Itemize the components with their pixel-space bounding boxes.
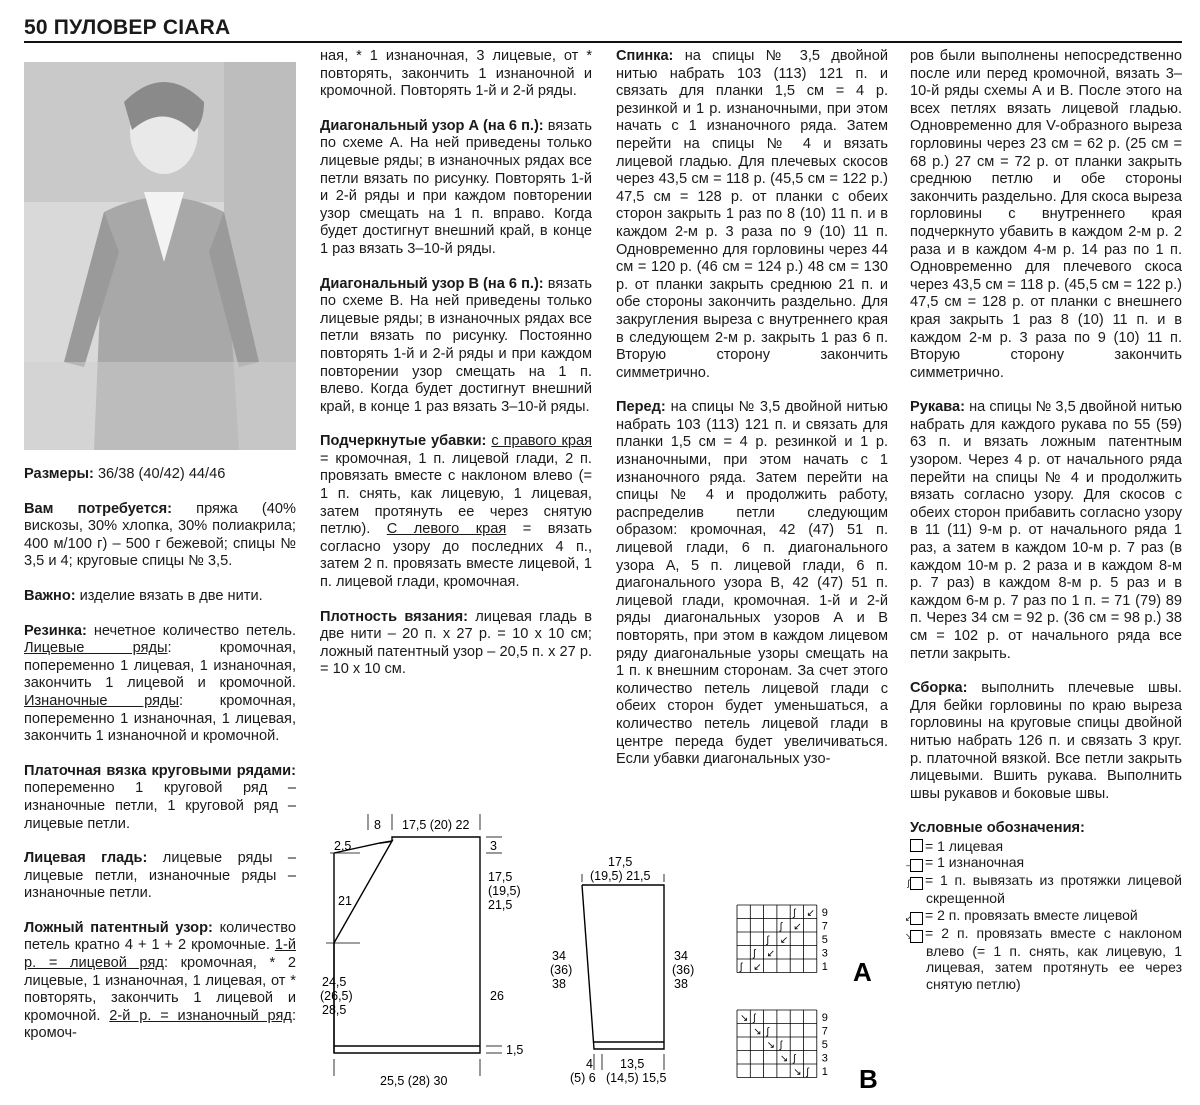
dim-shoulder-right: 3	[490, 839, 497, 853]
chart-row-number: 5	[821, 1039, 828, 1051]
chart-stitch-symbol: ʃ	[766, 1026, 769, 1038]
chart-stitch-symbol: ʃ	[753, 1013, 756, 1024]
chart-a-label: A	[853, 957, 872, 987]
chart-stitch-symbol: ʃ	[740, 962, 743, 973]
dim-right-top-2: (19,5)	[488, 884, 521, 898]
chart-a	[737, 905, 887, 995]
chart-row-number: 5	[821, 934, 828, 946]
chart-stitch-symbol: ʃ	[779, 921, 783, 933]
diagonal-a-paragraph: Диагональный узор А (на 6 п.): вязать по схеме А. На ней приведены только лицевые ряды; в изнаночных рядах все петли вязать по рисунку. Повторять 1-й и 2-й ряды и при каждом повторении узор смещать на 1 п. вправо. Когда будет достигнут внешний край, в конце 1 раз вязать 3–10-й ряды.	[320, 117, 592, 257]
dim-band: 1,5	[506, 1043, 524, 1057]
title-rule	[24, 41, 1182, 43]
legend-symbol-icon	[910, 839, 923, 852]
model-photo-illustration	[24, 62, 296, 450]
column-1	[24, 466, 296, 1060]
legend-symbol-icon: ↙	[910, 912, 923, 925]
chart-row-number: 9	[821, 1012, 828, 1024]
stockinette-paragraph: Лицевая гладь: лицевые ряды – лицевые петли, изнаночные ряды – изнаночные петли.	[24, 850, 296, 902]
sleeve-paragraph: Рукава: на спицы № 3,5 двойной нитью набрать для каждого рукава по 55 (59) 63 п. и вязать ложным патентным узором. Через 4 р. от начального ряда перейти на спицы № 4 и продолжить вязать согласно узору. Для скосов с обеих сторон прибавить согласно узору в 11 (11) 9-м р. от начального ряда 1 раз, а затем в каждом 10-м р. 7 раз (в каждом 10-м р. 2 раза и в каждом 8-м р. 7 раз) в каждом 8-м р. 5 раз и в каждом 6-м р. 7 раз по 1 п. = 71 (79) 89 п. Через 34 см = 92 р. (36 см = 98 р.) 38 см = 102 р. от начального ряда все петли закрыть.	[910, 399, 1182, 662]
dim-shoulder-left: 2,5	[334, 839, 352, 853]
chart-b-label: B	[859, 1064, 878, 1094]
sleeve-left-2: (36)	[550, 963, 573, 977]
patent-paragraph: Ложный патентный узор: количество петель кратно 4 + 1 + 2 кромочные. 1-й р. = лицевой ряд: кромочная, * 2 лицевые, 1 изнаночная, 1 лицевая, от * повторять, закончить 1 лицевой и кромочной. 2-й р. = изнаночный ряд: кромоч-	[24, 919, 296, 1042]
chart-stitch-symbol: ʃ	[779, 1040, 783, 1051]
dim-neck-depth: 21	[338, 894, 352, 908]
legend-item	[910, 838, 1182, 855]
dim-side-1: 24,5	[322, 975, 347, 989]
dim-right-top-1: 17,5	[488, 870, 513, 884]
chart-row-number: 7	[821, 920, 828, 933]
chart-stitch-symbol: ↘	[753, 1026, 762, 1038]
legend-item	[904, 924, 1182, 993]
important-paragraph: Важно: изделие вязать в две нити.	[24, 587, 263, 604]
front-cont-paragraph: ров были выполнены непосредственно после или перед кромочной, вязать 3–10-й ряды схемы А и В. После этого на всех петлях вязать лицевой гладью. Одновременно для V-образного выреза горловины через 23 см = 62 р. (25 см = 68 р.) 27 см = 72 р. от планки закрыть среднюю петлю и обе стороны закончить раздельно. Для скоса выреза горловины с внутреннего края подчеркнуто убавить в каждом 2-м р. 2 раза и в каждом 4-м р. 14 раз по 1 п. Одновременно для плечевого скоса через 43,5 см = 118 р. (45,5 см = 122 р.) 47,5 см = 128 р. от планки с внешнего края закрыть 1 раз 8 (10) 11 п. и в каждом 2-м р. 3 раза по 9 (10) 11 п. Вторую сторону закончить симметрично.	[910, 48, 1182, 381]
legend-item	[907, 872, 1182, 907]
sleeve-bottom-a1: 4	[586, 1057, 593, 1071]
sleeve-outline	[582, 885, 664, 1049]
legend-text: = 2 п. провязать вместе с наклоном влево (= 1 п. снять, как лицевую, 1 лицевая, затем протянуть ее через снятую петлю)	[925, 924, 1182, 992]
chart-row-number: 3	[821, 1052, 828, 1065]
assembly-paragraph: Сборка: выполнить плечевые швы. Для бейки горловины по краю выреза горловины на круговые спицы двойной нитью набрать 126 п. и связать 3 круг. р. платочной вязкой. Все петли закрыть лицевыми. Вшить рукава. Выполнить швы рукавов и боковые швы.	[910, 680, 1182, 802]
sleeve-right-1: 34	[674, 949, 688, 963]
chart-stitch-symbol: ↘	[740, 1013, 749, 1024]
sleeve-right-2: (36)	[672, 963, 695, 977]
dim-top-width: 17,5 (20) 22	[402, 818, 470, 832]
chart-stitch-symbol: ↘	[779, 1053, 789, 1065]
chart-stitch-symbol: ↘	[793, 1067, 802, 1078]
legend-text: = 2 п. провязать вместе лицевой	[925, 906, 1138, 923]
sleeve-bottom-b2: (14,5) 15,5	[606, 1071, 667, 1085]
legend-title: Условные обозначения:	[910, 820, 1085, 837]
body-schematic	[320, 808, 550, 1098]
sleeve-left-1: 34	[552, 949, 566, 963]
diagonal-b-paragraph: Диагональный узор В (на 6 п.): вязать по схеме В. На ней приведены только лицевые ряды; в изнаночных рядах все петли вязать по рисунку. Постоянно повторять 1-й и 2-й ряды и при каждом повторении узор смещать на 1 п. влево. Когда будет достигнут внешний край, в конце 1 раз вязать 3–10-й ряды.	[320, 275, 592, 415]
chart-row-number: 9	[821, 907, 828, 919]
legend-list	[904, 837, 1182, 993]
back-paragraph: Спинка: на спицы № 3,5 двойной нитью набрать 103 (113) 121 п. и связать для планки 1,5 см = 4 р. резинкой и 1 р. изнаночными, при этом начать с 1 изнаночного ряда. Затем перейти на спицы № 4 и вязать лицевой гладью. Для плечевых скосов через 43,5 см = 118 р. (45,5 см = 122 р.) 47,5 см = 128 р. от планки с обеих сторон закрыть 1 раз по 8 (10) 11 п. и в каждом 2-м р. 3 раза по 9 (10) 11 п. Одновременно для горловины через 44 см = 120 р. (46 см = 124 р.) 48 см = 130 р. от планки закрыть среднюю 21 п. и обе стороны закончить раздельно. Для закругления выреза с внутреннего края в следующем 2-м р. закрыть 1 раз 6 п. Вторую сторону закончить симметрично.	[616, 48, 888, 381]
legend-text: = 1 п. вывязать из протяжки лицевой скрещенной	[925, 872, 1182, 907]
front-paragraph: Перед: на спицы № 3,5 двойной нитью набрать 103 (113) 121 п. и связать для планки 1,5 см = 4 р. резинкой и 1 р. изнаночными, при этом начать с 1 изнаночного ряда. Затем перейти на спицы № 4 и продолжить работу, распределив петли следующим образом: кромочная, 42 (47) 51 п. лицевой глади, 6 п. диагонального узора А, 5 п. лицевой глади, 6 п. диагонального узора В, 42 (47) 51 п. лицевой глади, кромочная. 1-й и 2-й ряды диагональных узоров А и В повторять, при этом в каждом лицевом ряду диагональные узоры смещать на 1 п. к внешним сторонам. За счет этого количество петель лицевой глади с обеих сторон будет уменьшаться, а количество петель лицевой глади в центре переда будет увеличиваться. Если убавки диагональных узо-	[616, 399, 888, 768]
gauge-paragraph: Плотность вязания: лицевая гладь в две нити – 20 п. х 27 р. = 10 х 10 см; ложный патентный узор – 20,5 п. х 27 р. = 10 х 10 см.	[320, 608, 592, 678]
sizes-paragraph: Размеры: 36/38 (40/42) 44/46	[24, 466, 226, 482]
page-title: 50 ПУЛОВЕР CIARA	[24, 16, 231, 39]
chart-stitch-symbol: ↙	[806, 908, 815, 919]
rib-paragraph: Резинка: нечетное количество петель. Лицевые ряды: кромочная, попеременно 1 лицевая, 1 изнаночная, закончить 1 лицевой и кромочной. Изнаночные ряды: кромочная, попеременно 1 изнаночная, 1 лицевая, закончить 1 изнаночной и кромочной.	[24, 622, 296, 745]
chart-stitch-symbol: ʃ	[793, 1053, 796, 1065]
legend-symbol-icon: ʃ	[910, 877, 923, 890]
body-outline	[334, 837, 480, 1053]
chart-row-number: 1	[821, 961, 828, 973]
sleeve-bottom-a2: (5) 6	[570, 1071, 596, 1085]
column-3	[616, 48, 888, 786]
chart-stitch-symbol: ↙	[753, 962, 762, 973]
column-4	[904, 48, 1182, 992]
chart-row-number: 1	[821, 1066, 828, 1078]
chart-stitch-symbol: ↙	[766, 948, 775, 960]
sleeve-schematic	[550, 852, 710, 1102]
dim-side-3: 28,5	[322, 1003, 347, 1017]
legend-item	[905, 854, 1182, 872]
decreases-paragraph: Подчеркнутые убавки: с правого края = кромочная, 1 п. лицевой глади, 2 п. провязать вместе с наклоном влево (= 1 п. снять, как лицевую, 1 лицевая, затем протянуть ее через снятую петлю). С левого края = вязать согласно узору до последних 4 п., затем 2 п. провязать вместе лицевой, 1 п. лицевой глади, кромочная.	[320, 433, 593, 591]
legend-symbol-icon: –	[910, 859, 923, 872]
dim-right-top-3: 21,5	[488, 898, 513, 912]
sleeve-bottom-b1: 13,5	[620, 1057, 645, 1071]
dim-bottom: 25,5 (28) 30	[380, 1074, 448, 1088]
legend-item	[904, 906, 1182, 925]
chart-stitch-symbol: ʃ	[753, 948, 756, 960]
column-2	[320, 48, 592, 696]
legend	[904, 820, 1182, 992]
legend-symbol-icon: ↘	[910, 930, 923, 943]
chart-stitch-symbol: ʃ	[793, 908, 796, 919]
legend-text: = 1 лицевая	[925, 837, 1004, 854]
neckline	[334, 841, 392, 943]
dim-body-length: 26	[490, 989, 504, 1003]
chart-stitch-symbol: ʃ	[806, 1067, 809, 1078]
patent-cont-paragraph: ная, * 1 изнаночная, 3 лицевые, от * повторять, закончить 1 изнаночной и кромочной. Повторять 1-й и 2-й ряды.	[320, 48, 592, 100]
sleeve-top-1: 17,5	[608, 855, 633, 869]
legend-text: = 1 изнаночная	[925, 854, 1025, 871]
sleeve-top-2: (19,5) 21,5	[590, 869, 651, 883]
chart-stitch-symbol: ʃ	[766, 935, 769, 946]
chart-row-number: 3	[821, 947, 828, 960]
sleeve-right-3: 38	[674, 977, 688, 991]
dim-top-left: 8	[374, 818, 381, 832]
materials-paragraph: Вам потребуется: пряжа (40% вискозы, 30% хлопка, 30% полиакрила; 400 м/100 г) – 500 г бежевой; спицы № 3,5 и 4; круговые спицы № 3,5.	[24, 500, 296, 570]
dim-side-2: (26,5)	[320, 989, 353, 1003]
chart-stitch-symbol: ↙	[793, 921, 802, 933]
chart-row-number: 7	[821, 1025, 828, 1038]
garter-paragraph: Платочная вязка круговыми рядами: попеременно 1 круговой ряд – изнаночные петли, 1 круговой ряд – лицевые петли.	[24, 762, 296, 832]
sleeve-left-3: 38	[552, 977, 566, 991]
chart-b	[737, 1010, 887, 1105]
model-photo	[24, 62, 296, 450]
chart-stitch-symbol: ↙	[779, 935, 789, 946]
chart-stitch-symbol: ↘	[766, 1040, 775, 1051]
